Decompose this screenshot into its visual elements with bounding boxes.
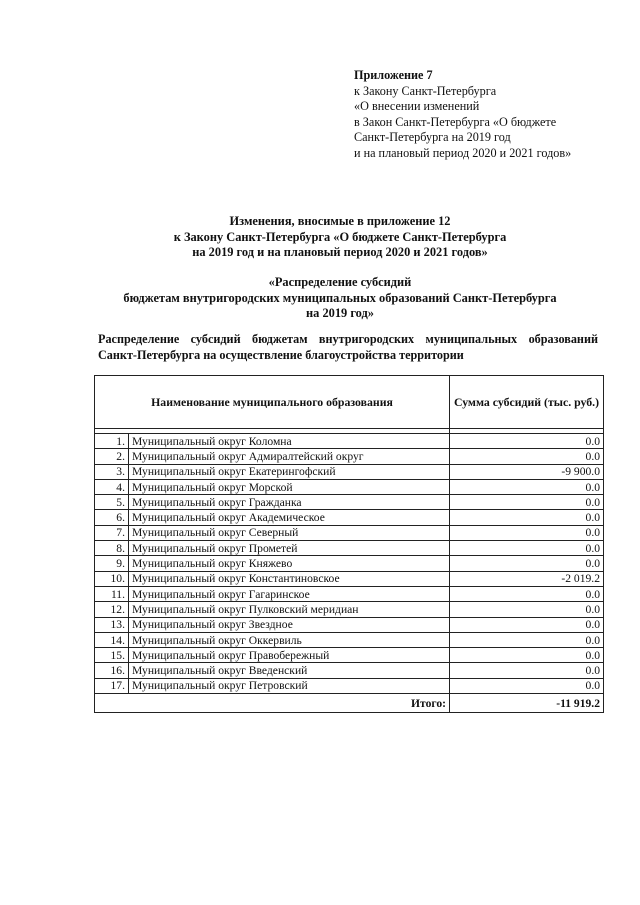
heading-line: «Распределение субсидий — [268, 275, 412, 289]
table-row — [95, 510, 604, 525]
row-number: 13. — [95, 617, 129, 632]
row-number: 15. — [95, 648, 129, 663]
table-row — [95, 464, 604, 479]
distribution-heading — [60, 275, 620, 322]
row-name: Муниципальный округ Оккервиль — [129, 632, 450, 647]
total-row — [95, 694, 604, 713]
row-value: 0.0 — [450, 586, 604, 601]
row-number: 12. — [95, 602, 129, 617]
row-name: Муниципальный округ Правобережный — [129, 648, 450, 663]
row-value: 0.0 — [450, 617, 604, 632]
row-number: 1. — [95, 434, 129, 449]
table-row — [95, 449, 604, 464]
table-row — [95, 602, 604, 617]
row-name: Муниципальный округ Северный — [129, 525, 450, 540]
row-value: 0.0 — [450, 678, 604, 693]
table-row — [95, 571, 604, 586]
table-row — [95, 525, 604, 540]
row-name: Муниципальный округ Прометей — [129, 541, 450, 556]
heading-line: Изменения, вносимые в приложение 12 — [229, 214, 451, 228]
table-row — [95, 479, 604, 494]
row-value: 0.0 — [450, 556, 604, 571]
heading-line: на 2019 год и на плановый период 2020 и 2021 годов» — [192, 245, 488, 260]
appendix-line: в Закон Санкт-Петербурга «О бюджете — [354, 114, 557, 129]
appendix-title: Приложение 7 — [354, 68, 433, 82]
heading-line: бюджетам внутригородских муниципальных образований Санкт-Петербурга — [123, 290, 557, 305]
appendix-line: Санкт-Петербурга на 2019 год — [354, 130, 511, 145]
table-row — [95, 495, 604, 510]
row-value: 0.0 — [450, 541, 604, 556]
row-name: Муниципальный округ Петровский — [129, 678, 450, 693]
row-number: 3. — [95, 464, 129, 479]
row-value: 0.0 — [450, 434, 604, 449]
row-name: Муниципальный округ Константиновское — [129, 571, 450, 586]
row-value: -2 019.2 — [450, 571, 604, 586]
subsidies-table — [94, 375, 604, 713]
changes-heading — [60, 214, 620, 261]
table-row — [95, 678, 604, 693]
row-value: 0.0 — [450, 510, 604, 525]
row-name: Муниципальный округ Екатерингофский — [129, 464, 450, 479]
appendix-block — [354, 68, 571, 162]
row-name: Муниципальный округ Академическое — [129, 510, 450, 525]
row-value: 0.0 — [450, 648, 604, 663]
row-number: 4. — [95, 479, 129, 494]
row-value: 0.0 — [450, 663, 604, 678]
row-name: Муниципальный округ Адмиралтейский округ — [129, 449, 450, 464]
table-row — [95, 434, 604, 449]
row-number: 10. — [95, 571, 129, 586]
table-row — [95, 632, 604, 647]
row-name: Муниципальный округ Введенский — [129, 663, 450, 678]
heading-line: к Закону Санкт-Петербурга «О бюджете Санкт-Петербурга — [173, 229, 507, 244]
appendix-line: и на плановый период 2020 и 2021 годов» — [354, 145, 572, 160]
row-name: Муниципальный округ Гражданка — [129, 495, 450, 510]
row-value: 0.0 — [450, 525, 604, 540]
row-number: 9. — [95, 556, 129, 571]
appendix-line: «О внесении изменений — [354, 99, 480, 114]
header-name: Наименование муниципального образования — [95, 376, 450, 429]
row-number: 16. — [95, 663, 129, 678]
row-name: Муниципальный округ Коломна — [129, 434, 450, 449]
row-number: 8. — [95, 541, 129, 556]
row-number: 11. — [95, 586, 129, 601]
table-row — [95, 663, 604, 678]
row-number: 14. — [95, 632, 129, 647]
row-value: 0.0 — [450, 449, 604, 464]
row-number: 7. — [95, 525, 129, 540]
row-name: Муниципальный округ Морской — [129, 479, 450, 494]
table-row — [95, 556, 604, 571]
heading-line: на 2019 год» — [306, 306, 374, 321]
table-row — [95, 648, 604, 663]
table-row — [95, 617, 604, 632]
total-label: Итого: — [95, 694, 450, 713]
row-number: 2. — [95, 449, 129, 464]
row-number: 17. — [95, 678, 129, 693]
row-value: 0.0 — [450, 632, 604, 647]
appendix-line: к Закону Санкт-Петербурга — [354, 83, 497, 98]
row-name: Муниципальный округ Звездное — [129, 617, 450, 632]
header-amount: Сумма субсидий (тыс. руб.) — [450, 376, 604, 429]
row-value: 0.0 — [450, 479, 604, 494]
table-row — [95, 586, 604, 601]
row-value: 0.0 — [450, 495, 604, 510]
row-number: 6. — [95, 510, 129, 525]
row-name: Муниципальный округ Княжево — [129, 556, 450, 571]
row-value: 0.0 — [450, 602, 604, 617]
table-row — [95, 541, 604, 556]
total-value: -11 919.2 — [450, 694, 604, 713]
row-name: Муниципальный округ Гагаринское — [129, 586, 450, 601]
table-body — [95, 429, 604, 694]
row-value: -9 900.0 — [450, 464, 604, 479]
row-name: Муниципальный округ Пулковский меридиан — [129, 602, 450, 617]
row-number: 5. — [95, 495, 129, 510]
table-header-row — [95, 376, 604, 429]
intro-paragraph: Распределение субсидий бюджетам внутригородских муниципальных образований Санкт-Петербурга на осуществление благоустройства территории — [98, 332, 598, 362]
